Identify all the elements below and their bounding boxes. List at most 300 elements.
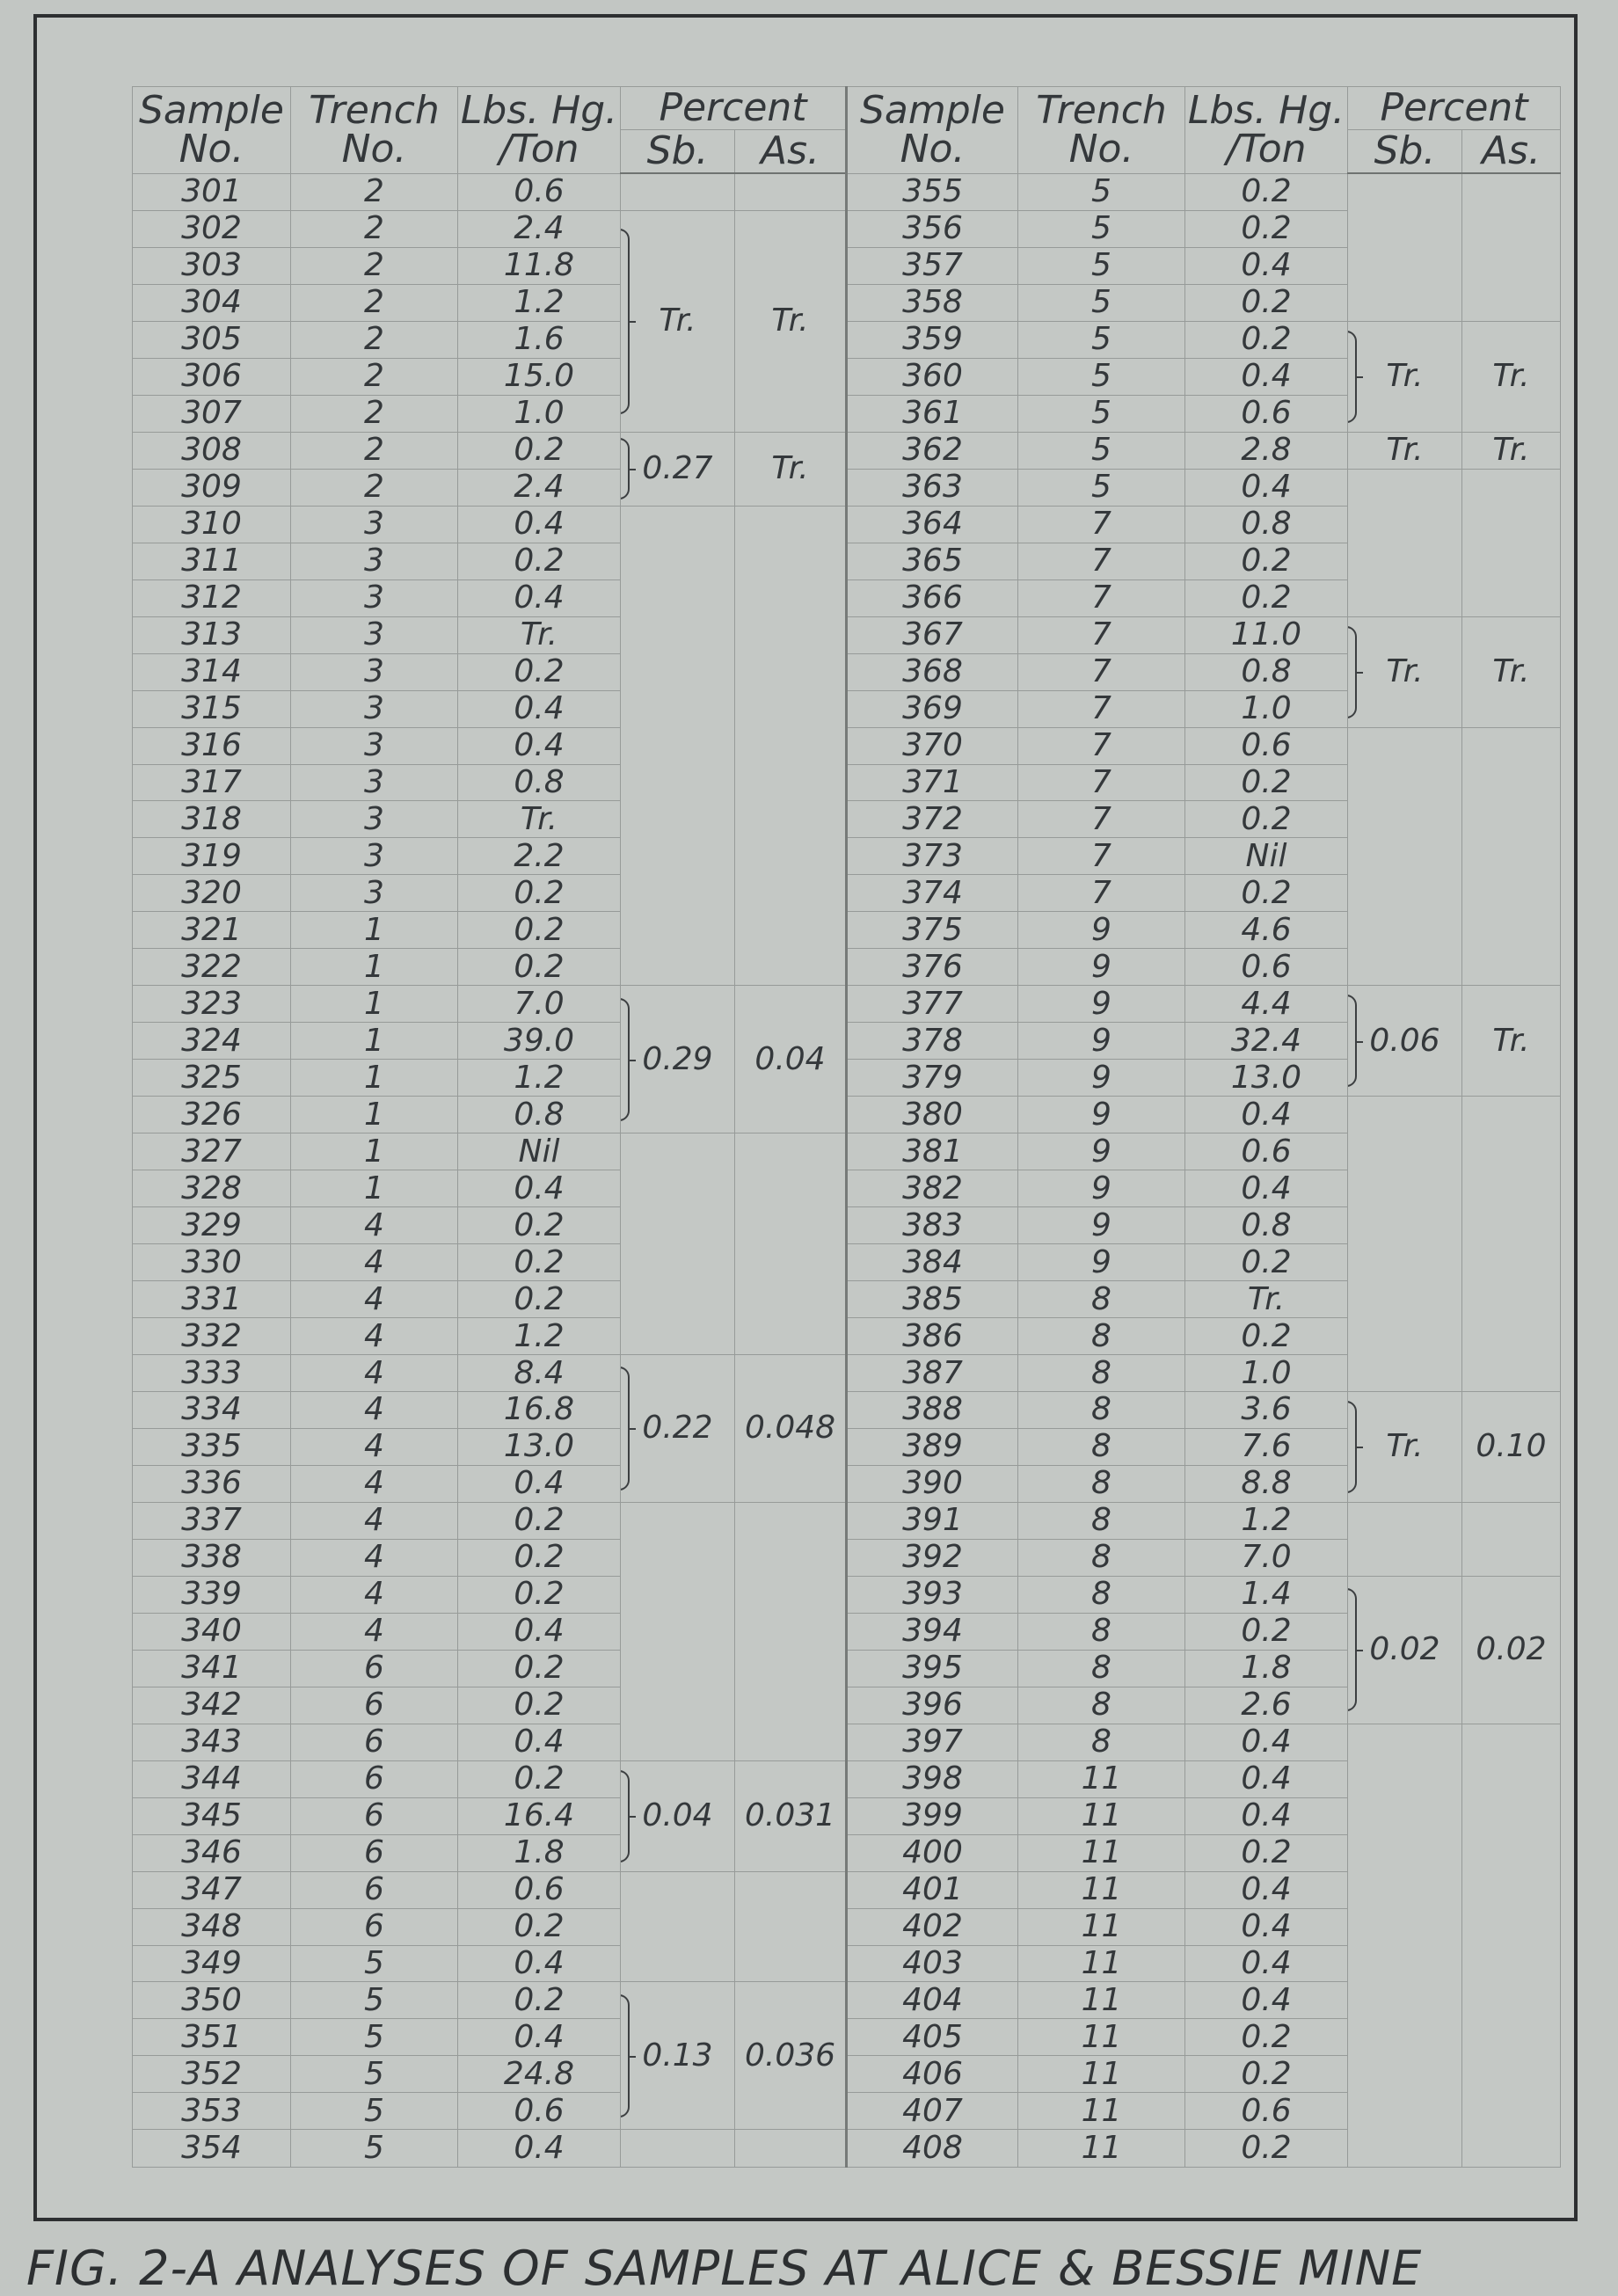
hg-per-ton-cell: 1.4 [1185,1576,1348,1613]
hg-per-ton-cell: Tr. [1185,1281,1348,1318]
hg-per-ton-header: Lbs. Hg. /Ton [1185,87,1348,174]
hg-per-ton-cell: 7.6 [1185,1428,1348,1465]
table-row [133,2093,1561,2130]
table-row [133,173,1561,210]
sample-no-cell: 334 [133,1391,291,1428]
trench-no-cell: 11 [1018,2093,1185,2130]
figure-caption: FIG. 2-A ANALYSES OF SAMPLES AT ALICE & BESSIE MINE [26,2241,1423,2296]
hg-per-ton-cell: 0.4 [1185,1945,1348,1982]
sample-no-cell: 336 [133,1465,291,1502]
trench-no-cell: 1 [291,1060,458,1097]
sample-no-cell: 400 [847,1834,1018,1871]
trench-no-cell: 11 [1018,1834,1185,1871]
sample-no-cell: 389 [847,1428,1018,1465]
trench-no-cell: 11 [1018,1945,1185,1982]
sample-no-cell: 402 [847,1908,1018,1945]
trench-no-cell: 2 [291,432,458,469]
sb-percent-cell [1348,469,1462,616]
hg-per-ton-cell: 0.6 [458,2093,621,2130]
sample-no-cell: 317 [133,764,291,801]
sample-no-cell: 388 [847,1391,1018,1428]
sample-no-cell: 373 [847,838,1018,875]
trench-no-cell: 7 [1018,838,1185,875]
table-row [133,1834,1561,1871]
sample-no-cell: 371 [847,764,1018,801]
group-brace [1348,1401,1358,1493]
table-row [133,432,1561,469]
trench-no-cell: 1 [291,949,458,986]
table-row [133,1428,1561,1465]
trench-no-cell: 3 [291,690,458,727]
as-percent-cell [735,1133,847,1355]
group-brace [621,438,630,499]
trench-no-cell: 5 [1018,247,1185,284]
hg-per-ton-cell: 0.4 [1185,247,1348,284]
as-percent-cell [735,2130,847,2168]
trench-no-cell: 6 [291,1797,458,1834]
sample-no-cell: 368 [847,653,1018,690]
table-row [133,653,1561,690]
hg-per-ton-cell: 0.8 [458,764,621,801]
trench-no-cell: 7 [1018,875,1185,912]
sample-no-cell: 366 [847,579,1018,616]
sample-analyses-table [132,86,1561,2168]
table-row [133,1871,1561,1908]
table-row [133,912,1561,949]
percent-header: Percent [1348,87,1561,130]
hg-per-ton-cell: 24.8 [458,2056,621,2093]
trench-no-cell: 3 [291,801,458,838]
sample-no-cell: 405 [847,2019,1018,2056]
table-row [133,1060,1561,1097]
table-row [133,1502,1561,1539]
hg-per-ton-cell: 0.8 [1185,1207,1348,1244]
sample-no-cell: 403 [847,1945,1018,1982]
as-percent-cell: 0.031 [735,1760,847,1871]
sb-percent-cell: 0.02 [1348,1576,1462,1724]
sample-no-cell: 392 [847,1539,1018,1576]
table-row [133,1170,1561,1207]
trench-no-cell: 9 [1018,1207,1185,1244]
sample-no-cell: 350 [133,1982,291,2019]
table-row [133,395,1561,432]
as-percent-cell: 0.036 [735,1982,847,2130]
hg-per-ton-cell: 7.0 [458,986,621,1023]
hg-per-ton-cell: 0.2 [1185,2130,1348,2168]
sample-no-cell: 376 [847,949,1018,986]
trench-no-cell: 11 [1018,1908,1185,1945]
sb-percent-cell [1348,173,1462,321]
table-row [133,1281,1561,1318]
trench-no-cell: 7 [1018,727,1185,764]
hg-per-ton-cell: 16.8 [458,1391,621,1428]
sample-no-cell: 396 [847,1687,1018,1724]
trench-no-cell: 9 [1018,1060,1185,1097]
table-row [133,358,1561,395]
sb-percent-cell: 0.04 [621,1760,735,1871]
trench-no-cell: 8 [1018,1539,1185,1576]
group-brace [1348,331,1358,423]
table-row [133,1982,1561,2019]
trench-no-cell: 7 [1018,653,1185,690]
hg-per-ton-cell: 0.8 [1185,653,1348,690]
table-row [133,247,1561,284]
hg-per-ton-cell: 0.2 [1185,2019,1348,2056]
as-percent-cell [735,1871,847,1982]
sample-no-cell: 306 [133,358,291,395]
trench-no-cell: 5 [1018,395,1185,432]
sample-no-cell: 323 [133,986,291,1023]
hg-per-ton-cell: 0.2 [458,1760,621,1797]
hg-per-ton-cell: 0.8 [1185,506,1348,543]
sb-percent-cell: 0.22 [621,1355,735,1503]
hg-per-ton-cell: 0.2 [1185,579,1348,616]
sample-no-cell: 369 [847,690,1018,727]
trench-no-cell: 11 [1018,2130,1185,2168]
group-brace [621,998,630,1121]
hg-per-ton-cell: 2.4 [458,210,621,247]
trench-no-cell: 5 [291,2093,458,2130]
hg-per-ton-cell: 0.2 [1185,284,1348,321]
table-row [133,506,1561,543]
as-header: As. [1462,130,1561,174]
trench-no-cell: 2 [291,321,458,358]
hg-per-ton-cell: 32.4 [1185,1023,1348,1060]
hg-per-ton-cell: 1.2 [1185,1502,1348,1539]
table-row [133,1465,1561,1502]
trench-no-cell: 2 [291,395,458,432]
hg-per-ton-cell: 3.6 [1185,1391,1348,1428]
sample-no-cell: 347 [133,1871,291,1908]
hg-per-ton-cell: 0.6 [458,1871,621,1908]
trench-no-cell: 9 [1018,1023,1185,1060]
sample-no-cell: 382 [847,1170,1018,1207]
trench-no-cell: 2 [291,284,458,321]
as-percent-cell [1462,1097,1561,1392]
trench-no-cell: 7 [1018,764,1185,801]
trench-no-cell: 4 [291,1539,458,1576]
hg-per-ton-cell: Tr. [458,616,621,653]
hg-per-ton-cell: 1.0 [1185,1355,1348,1392]
table-row [133,1207,1561,1244]
hg-per-ton-cell: 0.2 [458,1539,621,1576]
sample-no-cell: 301 [133,173,291,210]
as-percent-cell: Tr. [1462,616,1561,727]
sample-no-cell: 345 [133,1797,291,1834]
sample-no-cell: 328 [133,1170,291,1207]
trench-no-cell: 6 [291,1650,458,1687]
sample-no-cell: 356 [847,210,1018,247]
trench-no-cell: 4 [291,1391,458,1428]
trench-no-cell: 2 [291,247,458,284]
trench-no-cell: 3 [291,727,458,764]
hg-per-ton-cell: 0.4 [458,2019,621,2056]
table-row [133,1576,1561,1613]
hg-per-ton-cell: 0.4 [458,727,621,764]
hg-per-ton-cell: 0.2 [458,912,621,949]
percent-header: Percent [621,87,847,130]
sample-no-cell: 397 [847,1724,1018,1760]
trench-no-cell: 4 [291,1502,458,1539]
sample-no-cell: 316 [133,727,291,764]
sample-no-cell: 348 [133,1908,291,1945]
hg-per-ton-cell: 4.6 [1185,912,1348,949]
sample-no-header: Sample No. [847,87,1018,174]
group-brace [621,1367,630,1490]
table-row [133,1613,1561,1650]
sample-no-cell: 360 [847,358,1018,395]
sample-no-cell: 314 [133,653,291,690]
sample-no-cell: 390 [847,1465,1018,1502]
sample-no-cell: 359 [847,321,1018,358]
hg-per-ton-cell: 0.2 [1185,210,1348,247]
trench-no-cell: 5 [1018,284,1185,321]
trench-no-cell: 4 [291,1244,458,1281]
hg-per-ton-cell: 1.6 [458,321,621,358]
trench-no-cell: 4 [291,1281,458,1318]
trench-no-cell: 7 [1018,690,1185,727]
trench-no-cell: 3 [291,506,458,543]
sb-percent-cell [1348,1097,1462,1392]
trench-no-cell: 9 [1018,1133,1185,1170]
trench-no-cell: 2 [291,210,458,247]
sample-no-cell: 391 [847,1502,1018,1539]
table-row [133,949,1561,986]
as-percent-cell: Tr. [1462,432,1561,469]
hg-per-ton-cell: 0.4 [458,506,621,543]
sample-no-cell: 355 [847,173,1018,210]
trench-no-cell: 5 [1018,358,1185,395]
sample-no-cell: 310 [133,506,291,543]
as-percent-cell: Tr. [735,432,847,506]
hg-per-ton-cell: Nil [458,1133,621,1170]
hg-per-ton-cell: 2.4 [458,469,621,506]
sample-no-cell: 349 [133,1945,291,1982]
trench-no-cell: 5 [1018,432,1185,469]
hg-per-ton-cell: 0.4 [1185,358,1348,395]
hg-per-ton-cell: 2.2 [458,838,621,875]
hg-per-ton-cell: 0.2 [458,543,621,579]
sample-no-cell: 302 [133,210,291,247]
hg-per-ton-cell: Nil [1185,838,1348,875]
trench-no-cell: 5 [291,2130,458,2168]
sample-no-cell: 329 [133,1207,291,1244]
sample-no-cell: 330 [133,1244,291,1281]
trench-no-cell: 5 [291,1945,458,1982]
trench-no-cell: 8 [1018,1502,1185,1539]
hg-per-ton-cell: 0.2 [1185,173,1348,210]
hg-per-ton-cell: 0.4 [1185,469,1348,506]
trench-no-cell: 5 [1018,321,1185,358]
trench-no-cell: 5 [291,2019,458,2056]
sample-no-cell: 341 [133,1650,291,1687]
sample-no-cell: 312 [133,579,291,616]
hg-per-ton-cell: 0.4 [458,1724,621,1760]
hg-per-ton-cell: 4.4 [1185,986,1348,1023]
sample-no-cell: 361 [847,395,1018,432]
trench-no-cell: 8 [1018,1613,1185,1650]
trench-no-cell: 8 [1018,1650,1185,1687]
hg-per-ton-cell: 0.2 [1185,321,1348,358]
sample-no-cell: 308 [133,432,291,469]
table-row [133,1244,1561,1281]
sample-no-cell: 326 [133,1097,291,1133]
sample-no-cell: 365 [847,543,1018,579]
sb-percent-cell: Tr. [621,210,735,432]
trench-no-cell: 9 [1018,986,1185,1023]
trench-no-cell: 7 [1018,543,1185,579]
trench-no-cell: 3 [291,838,458,875]
trench-no-cell: 7 [1018,506,1185,543]
trench-no-cell: 7 [1018,801,1185,838]
sb-percent-cell: Tr. [1348,321,1462,432]
table-row [133,1650,1561,1687]
trench-no-cell: 9 [1018,1097,1185,1133]
trench-no-cell: 9 [1018,1244,1185,1281]
hg-per-ton-cell: 8.8 [1185,1465,1348,1502]
sb-percent-cell [621,1502,735,1760]
hg-per-ton-cell: 7.0 [1185,1539,1348,1576]
trench-no-cell: 11 [1018,2056,1185,2093]
hg-per-ton-cell: 0.2 [458,949,621,986]
sb-percent-cell: 0.06 [1348,986,1462,1097]
trench-no-cell: 9 [1018,949,1185,986]
sample-no-cell: 406 [847,2056,1018,2093]
table-row [133,2019,1561,2056]
sample-no-cell: 364 [847,506,1018,543]
trench-no-cell: 1 [291,912,458,949]
trench-no-cell: 3 [291,543,458,579]
trench-no-cell: 5 [1018,173,1185,210]
sample-no-cell: 381 [847,1133,1018,1170]
as-header: As. [735,130,847,174]
trench-no-cell: 5 [291,2056,458,2093]
sample-no-cell: 327 [133,1133,291,1170]
hg-per-ton-cell: 0.4 [458,690,621,727]
hg-per-ton-cell: 0.6 [1185,949,1348,986]
trench-no-cell: 2 [291,469,458,506]
sample-no-cell: 311 [133,543,291,579]
trench-no-cell: 3 [291,579,458,616]
sb-percent-cell [1348,1724,1462,2167]
sample-no-cell: 408 [847,2130,1018,2168]
sample-no-cell: 307 [133,395,291,432]
as-percent-cell [735,173,847,210]
hg-per-ton-cell: 13.0 [458,1428,621,1465]
table-body [133,173,1561,2168]
table-row [133,321,1561,358]
hg-per-ton-cell: 2.8 [1185,432,1348,469]
sample-no-cell: 313 [133,616,291,653]
trench-no-cell: 5 [291,1982,458,2019]
sample-no-cell: 387 [847,1355,1018,1392]
trench-no-cell: 1 [291,1133,458,1170]
as-percent-cell: 0.04 [735,986,847,1133]
trench-no-cell: 3 [291,653,458,690]
trench-no-header: Trench No. [1018,87,1185,174]
hg-per-ton-cell: 0.2 [458,875,621,912]
hg-per-ton-cell: 39.0 [458,1023,621,1060]
hg-per-ton-cell: 1.8 [1185,1650,1348,1687]
sample-no-cell: 377 [847,986,1018,1023]
hg-per-ton-cell: 0.4 [1185,1760,1348,1797]
table-row [133,1023,1561,1060]
sb-header: Sb. [1348,130,1462,174]
trench-no-cell: 6 [291,1908,458,1945]
hg-per-ton-cell: 0.6 [1185,2093,1348,2130]
sample-no-cell: 344 [133,1760,291,1797]
trench-no-cell: 4 [291,1428,458,1465]
table-row [133,1318,1561,1355]
trench-no-cell: 6 [291,1724,458,1760]
sample-no-cell: 340 [133,1613,291,1650]
hg-per-ton-cell: 0.6 [1185,395,1348,432]
trench-no-cell: 6 [291,1760,458,1797]
trench-no-cell: 3 [291,875,458,912]
sample-no-cell: 384 [847,1244,1018,1281]
sb-percent-cell: Tr. [1348,1391,1462,1502]
group-brace [1348,995,1358,1087]
trench-no-cell: 2 [291,173,458,210]
hg-per-ton-cell: 0.4 [458,1465,621,1502]
hg-per-ton-cell: Tr. [458,801,621,838]
as-percent-cell [1462,1724,1561,2167]
trench-no-cell: 4 [291,1613,458,1650]
table-row [133,210,1561,247]
as-percent-cell [735,1502,847,1760]
sample-no-cell: 399 [847,1797,1018,1834]
hg-per-ton-cell: 11.0 [1185,616,1348,653]
group-brace [621,1994,630,2117]
hg-per-ton-cell: 1.8 [458,1834,621,1871]
trench-no-cell: 3 [291,616,458,653]
sample-no-cell: 303 [133,247,291,284]
sb-percent-cell: 0.29 [621,986,735,1133]
header-row-1 [133,87,1561,130]
trench-no-cell: 4 [291,1207,458,1244]
table-row [133,690,1561,727]
sample-no-cell: 343 [133,1724,291,1760]
sample-no-cell: 358 [847,284,1018,321]
drawing-sheet [33,14,1578,2221]
sb-percent-cell [1348,727,1462,986]
sample-no-cell: 352 [133,2056,291,2093]
sb-percent-cell [621,506,735,986]
sample-no-cell: 346 [133,1834,291,1871]
sb-percent-cell [1348,1502,1462,1576]
sample-no-cell: 393 [847,1576,1018,1613]
sb-percent-cell: Tr. [1348,432,1462,469]
sample-no-cell: 398 [847,1760,1018,1797]
trench-no-cell: 8 [1018,1428,1185,1465]
trench-no-cell: 11 [1018,1871,1185,1908]
hg-per-ton-cell: 0.4 [458,1170,621,1207]
hg-per-ton-cell: 0.4 [1185,1908,1348,1945]
trench-no-cell: 11 [1018,1982,1185,2019]
sb-percent-cell [621,2130,735,2168]
table-row [133,1539,1561,1576]
sample-no-cell: 379 [847,1060,1018,1097]
sb-percent-cell [621,1133,735,1355]
trench-no-cell: 6 [291,1687,458,1724]
sample-no-cell: 331 [133,1281,291,1318]
sample-no-cell: 304 [133,284,291,321]
as-percent-cell [1462,469,1561,616]
sample-no-cell: 407 [847,2093,1018,2130]
hg-per-ton-cell: 0.2 [458,1687,621,1724]
table-row [133,616,1561,653]
trench-no-cell: 4 [291,1318,458,1355]
